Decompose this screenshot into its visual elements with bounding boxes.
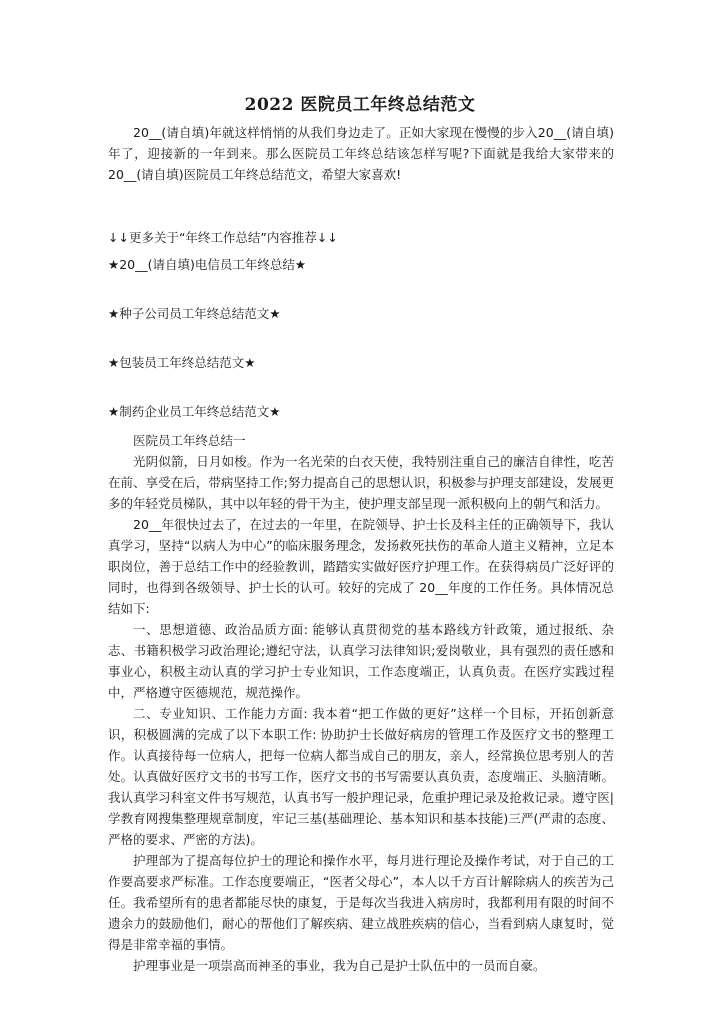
body-paragraph: 护理部为了提高每位护士的理论和操作水平，每月进行理论及操作考试，对于自己的工作要高要求严标准。工作态度要端正，“医者父母心”，本人以千方百计解除病人的疾苦为己任。我希望所有的患者都能尽快的康复，于是每次当我进入病房时，我都利用有限的时间不遗余力的鼓励他们，耐心的帮他们了解疾病、建立战胜疾病的信心，当看到病人康复时，觉得是非常幸福的事情。 xyxy=(108,853,614,952)
body-paragraph: 光阴似箭，日月如梭。作为一名光荣的白衣天使，我特别注重自己的廉洁自律性，吃苦在前、享受在后，带病坚持工作;努力提高自己的思想认识，积极参与护理支部建设，发展更多的年轻党员梯队，其中以年轻的骨干为主，使护理支部呈现一派积极向上的朝气和活力。 xyxy=(108,454,614,511)
document-body xyxy=(108,122,614,976)
body-paragraph: 20__年很快过去了，在过去的一年里，在院领导、护士长及科主任的正确领导下，我认真学习，坚持“以病人为中心”的临床服务理念，发扬救死扶伤的革命人道主义精神，立足本职岗位，善于总结工作中的经验教训，踏踏实实做好医疗护理工作。在获得病员广泛好评的同时，也得到各级领导、护士长的认可。较好的完成了 20__年度的工作任务。具体情况总结如下: xyxy=(108,517,614,616)
recommended-link[interactable]: ★种子公司员工年终总结范文★ xyxy=(108,306,281,321)
section-title: 医院员工年终总结一 xyxy=(133,433,246,448)
recommended-link[interactable]: ★20__(请自填)电信员工年终总结★ xyxy=(108,257,307,272)
recommended-link[interactable]: ★制药企业员工年终总结范文★ xyxy=(108,404,281,419)
recommended-link[interactable]: ★包装员工年终总结范文★ xyxy=(108,355,256,370)
body-paragraph: 护理事业是一项崇高而神圣的事业，我为自己是护士队伍中的一员而自豪。 xyxy=(133,958,546,973)
document-title: 2022 医院员工年终总结范文 xyxy=(244,95,476,115)
recommend-header: ↓↓更多关于“年终工作总结”内容推荐↓↓ xyxy=(108,230,338,245)
body-paragraph: 一、思想道德、政治品质方面: 能够认真贯彻党的基本路线方针政策，通过报纸、杂志、书籍积极学习政治理论;遵纪守法，认真学习法律知识;爱岗敬业，具有强烈的责任感和事业心，积极主动认真的学习护士专业知识，工作态度端正，认真负责。在医疗实践过程中，严格遵守医德规范，规范操作。 xyxy=(108,622,614,700)
body-paragraph: 二、专业知识、工作能力方面: 我本着“把工作做的更好”这样一个目标，开拓创新意识，积极圆满的完成了以下本职工作: 协助护士长做好病房的管理工作及医疗文书的整理工作。认真接待每一位病人，把每一位病人都当成自己的朋友，亲人，经常换位思考别人的苦处。认真做好医疗文书的书写工作，医疗文书的书写需要认真负责，态度端正、头脑清晰。我认真学习科室文件书写规范，认真书写一般护理记录，危重护理记录及抢救记录。遵守医|学教育网搜集整理规章制度，牢记三基(基础理论、基本知识和基本技能)三严(严肃的态度、严格的要求、严密的方法)。 xyxy=(108,706,614,847)
intro-paragraph: 20__(请自填)年就这样悄悄的从我们身边走了。正如大家现在慢慢的步入20__(请自填)年了，迎接新的一年到来。那么医院员工年终总结该怎样写呢?下面就是我给大家带来的 20__(请自填)医院员工年终总结范文，希望大家喜欢! xyxy=(108,125,614,182)
